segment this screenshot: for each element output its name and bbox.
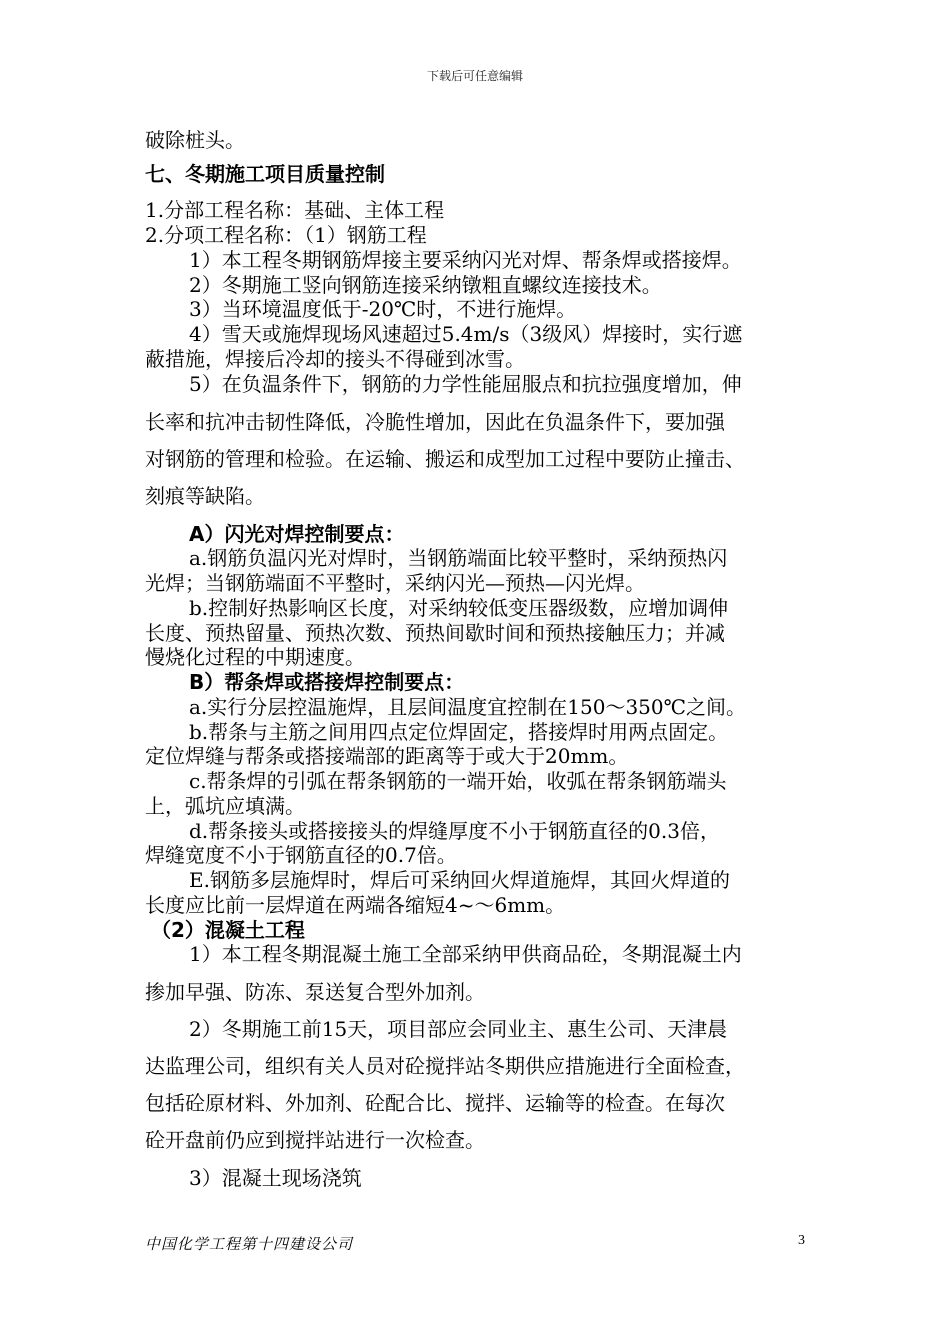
text-line: 刻痕等缺陷。 — [145, 484, 265, 508]
text-line: 3）混凝土现场浇筑 — [189, 1166, 362, 1190]
text-line: c.帮条焊的引弧在帮条钢筋的一端开始，收弧在帮条钢筋端头 — [189, 769, 727, 793]
text-line: b.帮条与主筋之间用四点定位焊固定，搭接焊时用两点固定。 — [189, 720, 729, 744]
text-line: 掺加早强、防冻、泵送复合型外加剂。 — [145, 980, 485, 1004]
page-header-note: 下载后可任意编辑 — [426, 69, 523, 83]
text-line: 达监理公司，组织有关人员对砼搅拌站冬期供应措施进行全面检查， — [145, 1054, 745, 1078]
text-line: 1）本工程冬期钢筋焊接主要采纳闪光对焊、帮条焊或搭接焊。 — [189, 248, 742, 272]
subsection-heading: B）帮条焊或搭接焊控制要点： — [189, 670, 465, 694]
text-line: d.帮条接头或搭接接头的焊缝厚度不小于钢筋直径的0.3倍， — [189, 819, 720, 843]
text-line: E.钢筋多层施焊时，焊后可采纳回火焊道施焊，其回火焊道的 — [189, 868, 730, 892]
section-heading: （2）混凝土工程 — [151, 918, 305, 942]
text-line: 包括砼原材料、外加剂、砼配合比、搅拌、运输等的检查。在每次 — [145, 1091, 725, 1115]
text-line: 3）当环境温度低于-20℃时，不进行施焊。 — [189, 297, 577, 321]
text-line: 2）冬期施工竖向钢筋连接采纳镦粗直螺纹连接技术。 — [189, 273, 662, 297]
text-line: 长度、预热留量、预热次数、预热间歇时间和预热接触压力；并减 — [145, 621, 725, 645]
text-line: 焊缝宽度不小于钢筋直径的0.7倍。 — [145, 843, 457, 867]
text-line: a.钢筋负温闪光对焊时，当钢筋端面比较平整时，采纳预热闪 — [189, 546, 728, 570]
text-line: 上，弧坑应填满。 — [145, 794, 305, 818]
text-line: a.实行分层控温施焊，且层间温度宜控制在150～350℃之间。 — [189, 695, 747, 719]
text-line: 1）本工程冬期混凝土施工全部采纳甲供商品砼，冬期混凝土内 — [189, 942, 742, 966]
text-line: 长度应比前一层焊道在两端各缩短4~～6mm。 — [145, 893, 566, 917]
text-line: 5）在负温条件下，钢筋的力学性能屈服点和抗拉强度增加，伸 — [189, 372, 742, 396]
text-line: 破除桩头。 — [145, 128, 245, 152]
text-line: 砼开盘前仍应到搅拌站进行一次检查。 — [145, 1128, 485, 1152]
footer-company: 中国化学工程第十四建设公司 — [145, 1235, 354, 1253]
text-line: 慢烧化过程的中期速度。 — [145, 645, 365, 669]
text-line: 蔽措施，焊接后冷却的接头不得碰到冰雪。 — [145, 347, 525, 371]
section-heading: 七、冬期施工项目质量控制 — [145, 162, 385, 186]
text-line: b.控制好热影响区长度，对采纳较低变压器级数，应增加调伸 — [189, 596, 729, 620]
text-line: 定位焊缝与帮条或搭接端部的距离等于或大于20mm。 — [145, 744, 629, 768]
text-line: 4）雪天或施焊现场风速超过5.4m/s（3级风）焊接时，实行遮 — [189, 322, 743, 346]
text-line: 2）冬期施工前15天，项目部应会同业主、惠生公司、天津晨 — [189, 1017, 728, 1041]
text-line: 2.分项工程名称：（1）钢筋工程 — [145, 223, 427, 247]
text-line: 1.分部工程名称：基础、主体工程 — [145, 198, 445, 222]
text-line: 长率和抗冲击韧性降低，冷脆性增加，因此在负温条件下，要加强 — [145, 410, 725, 434]
subsection-heading: A）闪光对焊控制要点： — [189, 522, 405, 546]
page-number: 3 — [798, 1233, 805, 1248]
text-line: 光焊；当钢筋端面不平整时，采纳闪光—预热—闪光焊。 — [145, 571, 645, 595]
text-line: 对钢筋的管理和检验。在运输、搬运和成型加工过程中要防止撞击、 — [145, 447, 745, 471]
